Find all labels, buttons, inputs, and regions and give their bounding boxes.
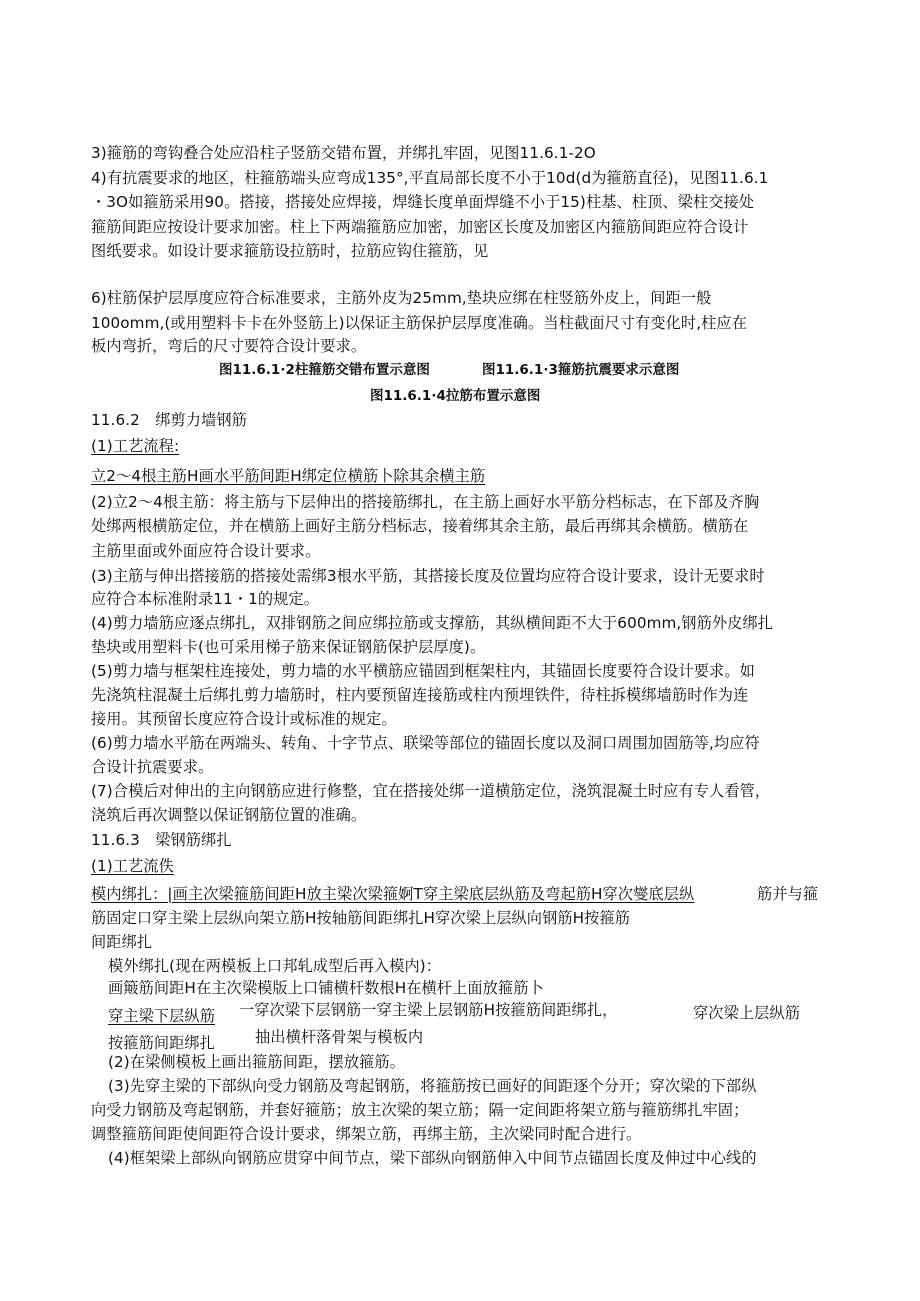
text-line: (3)先穿主梁的下部纵向受力钢筋及弯起钢筋，将箍筋按已画好的间距逐个分开；穿次梁的下部纵 bbox=[108, 1077, 757, 1095]
text-line: 4)有抗震要求的地区，柱箍筋端头应弯成135°,平直局部长度不小于10d(d为箍筋直径)，见图11.6.1 bbox=[91, 169, 769, 187]
text-line: (2)立2～4根主筋：将主筋与下层伸出的搭接筋绑扎，在主筋上画好水平筋分档标志，在下部及齐胸 bbox=[91, 493, 760, 511]
flow-line: 模内绑扎：|画主次梁箍筋间距H放主梁次梁箍婀T穿主梁底层纵筋及弯起筋H穿次燮底层纵 bbox=[91, 885, 695, 903]
flow-line: 按箍筋间距绑扎 bbox=[108, 1034, 216, 1052]
figure-caption: 图11.6.1·2柱箍筋交错布置示意图 bbox=[219, 362, 430, 378]
text-line: 100omm,(或用塑料卡卡在外竖筋上)以保证主筋保护层厚度准确。当柱截面尺寸有变化时,柱应在 bbox=[91, 314, 748, 332]
text-line: 模外绑扎(现在两模板上口邦轧成型后再入模内)： bbox=[108, 957, 442, 975]
text-line: 浇筑后再次调整以保证钢筋位置的准确。 bbox=[91, 806, 367, 824]
text-line: (5)剪力墙与框架柱连接处，剪力墙的水平横筋应锚固到框架柱内，其锚固长度要符合设计要求。如 bbox=[91, 662, 755, 680]
section-heading: 11.6.3 梁钢筋绑扎 bbox=[91, 831, 232, 849]
text-line: 3)箍筋的弯钩叠合处应沿柱子竖筋交错布置，并绑扎牢固，见图11.6.1-2O bbox=[91, 144, 596, 162]
flow-line: 穿主梁下层纵筋 bbox=[108, 1007, 216, 1025]
flow-line: 一穿次梁下层钢筋一穿主梁上层钢筋H按箍筋间距绑扎， bbox=[239, 1001, 618, 1019]
text-line: (2)在梁侧模板上画出箍筋间距，摆放箍筋。 bbox=[108, 1053, 405, 1071]
text-line: (4)框架梁上部纵向钢筋应贯穿中间节点，梁下部纵向钢筋伸入中间节点锚固长度及伸过中心线的 bbox=[108, 1149, 757, 1167]
text-line: 向受力钢筋及弯起钢筋，并套好箍筋；放主次梁的架立筋；隔一定间距将架立筋与箍筋绑扎牢固； bbox=[91, 1101, 749, 1119]
flow-line: 筋并与箍 bbox=[757, 885, 819, 903]
flow-line: 间距绑扎 bbox=[91, 933, 153, 951]
text-line: 合设计抗震要求。 bbox=[91, 758, 214, 776]
text-line: (3)主筋与伸出搭接筋的搭接处需绑3根水平筋，其搭接长度及位置均应符合设计要求，设计无要求时 bbox=[91, 567, 765, 585]
figure-caption: 图11.6.1·3箍筋抗震要求示意图 bbox=[482, 362, 680, 378]
section-heading: 11.6.2 绑剪力墙钢筋 bbox=[91, 411, 247, 429]
text-line: 调整箍筋间距使间距符合设计要求，绑架立筋，再绑主筋，主次梁同时配合进行。 bbox=[91, 1125, 642, 1143]
text-line: ・3O如箍筋采用90。搭接，搭接处应焊接，焊缝长度单面焊缝不小于15)柱基、柱顶、梁柱交接处 bbox=[91, 193, 755, 211]
text-line: 接用。其预留长度应符合设计或标准的规定。 bbox=[91, 710, 397, 728]
text-line: 图纸要求。如设计要求箍筋设拉筋时，拉筋应钩住箍筋，见 bbox=[91, 242, 489, 260]
text-line: (4)剪力墙筋应逐点绑扎，双排钢筋之间应绑拉筋或支撑筋，其纵横间距不大于600mm,钢筋外皮绑扎 bbox=[91, 614, 774, 632]
text-line: (7)合模后对伸出的主向钢筋应进行修整，宜在搭接处绑一道横筋定位，浇筑混凝土时应有专人看管， bbox=[91, 782, 771, 800]
flow-line: 画簸筋间距H在主次梁模版上口铺横杆数根H在横杆上面放箍筋卜 bbox=[108, 979, 544, 997]
flow-line: 穿次梁上层纵筋 bbox=[693, 1004, 801, 1022]
text-line: 处绑两根横筋定位，并在横筋上画好主筋分档标志，接着绑其余主筋，最后再绑其余横筋。横筋在 bbox=[91, 517, 749, 535]
flow-line: 立2～4根主筋H画水平筋间距H绑定位横筋卜除其余横主筋 bbox=[91, 467, 486, 485]
text-line: 箍筋间距应按设计要求加密。柱上下两端箍筋应加密，加密区长度及加密区内箍筋间距应符合设计 bbox=[91, 218, 749, 236]
text-line: 垫块或用塑料卡(也可采用梯子筋来保证钢筋保护层厚度)。 bbox=[91, 638, 486, 656]
text-line: (6)剪力墙水平筋在两端头、转角、十字节点、联梁等部位的锚固长度以及洞口周围加固筋等,均应符 bbox=[91, 734, 760, 752]
text-line: 6)柱筋保护层厚度应符合标准要求，主筋外皮为25mm,垫块应绑在柱竖筋外皮上，间距一般 bbox=[91, 289, 712, 307]
text-line: 板内弯折，弯后的尺寸要符合设计要求。 bbox=[91, 337, 367, 355]
figure-caption: 图11.6.1·4拉筋布置示意图 bbox=[370, 388, 541, 404]
text-line: (1)工艺流程: bbox=[91, 437, 180, 455]
text-line: 应符合本标准附录11・1的规定。 bbox=[91, 590, 320, 608]
text-line: 主筋里面或外面应符合设计要求。 bbox=[91, 542, 321, 560]
flow-line: 筋固定口穿主梁上层纵向架立筋H按轴筋间距绑扎H穿次梁上层纵向钢筋H按箍筋 bbox=[91, 909, 631, 927]
flow-line: 抽出横杆落骨架与模板内 bbox=[255, 1028, 424, 1046]
text-line: 先浇筑柱混凝土后绑扎剪力墙筋时，柱内要预留连接筋或柱内预埋铁件，待柱拆模绑墙筋时作为连 bbox=[91, 686, 749, 704]
text-line: (1)工艺流佚 bbox=[91, 857, 174, 875]
